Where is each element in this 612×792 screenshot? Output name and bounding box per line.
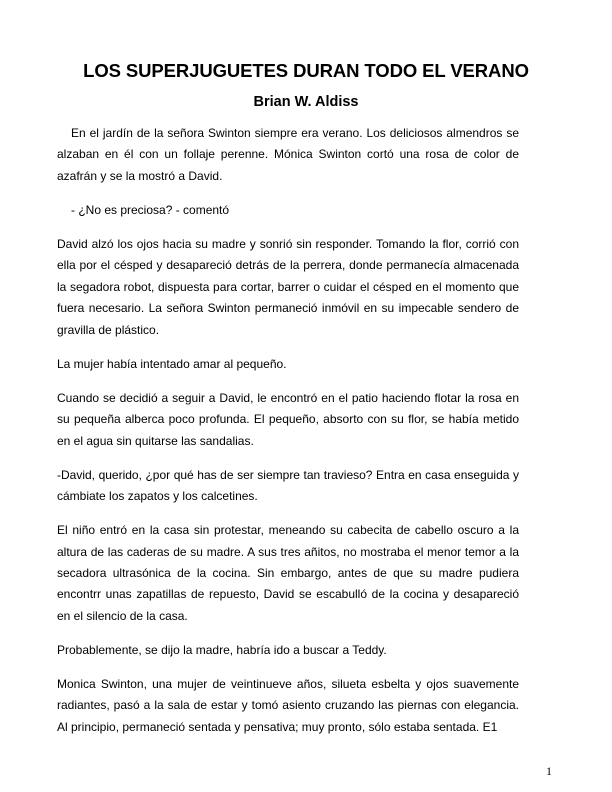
paragraph: El niño entró en la casa sin protestar, meneando su cabecita de cabello oscuro a la altura de las caderas de su madre. A sus tres añitos, no mostraba el menor temor a la secadora ultrasónica de la cocina. Sin embargo, antes de que su madre pudiera encontrr unas zapatillas de repuesto, David se escabulló de la cocina y desapareció en el silencio de la casa. bbox=[57, 523, 519, 623]
paragraph: La mujer había intentado amar al pequeño. bbox=[57, 356, 287, 371]
document-author: Brian W. Aldiss bbox=[253, 94, 359, 110]
document-body bbox=[57, 123, 519, 751]
document-title: LOS SUPERJUGUETES DURAN TODO EL VERANO bbox=[83, 60, 529, 81]
paragraph: Cuando se decidió a seguir a David, le encontró en el patio haciendo flotar la rosa en su pequeña alberca poco profunda. El pequeño, absorto con su flor, se había metido en el agua sin quitarse las sandalias. bbox=[57, 390, 519, 448]
paragraph: En el jardín de la señora Swinton siempre era verano. Los deliciosos almendros se alzaban en él con un follaje perenne. Mónica Swinton cortó una rosa de color de azafrán y se la mostró a David. bbox=[57, 126, 519, 183]
page-number: 1 bbox=[546, 764, 552, 778]
paragraph: Probablemente, se dijo la madre, habría ido a buscar a Teddy. bbox=[57, 642, 387, 657]
paragraph: - ¿No es preciosa? - comentó bbox=[71, 202, 230, 217]
paragraph: Monica Swinton, una mujer de veintinueve años, silueta esbelta y ojos suavemente radiantes, pasó a la sala de estar y tomó asiento cruzando las piernas con elegancia. Al principio, permaneció sentada y pensativa; muy pronto, sólo estaba sentada. E1 bbox=[57, 677, 519, 734]
paragraph: -David, querido, ¿por qué has de ser siempre tan travieso? Entra en casa enseguida y cámbiate los zapatos y los calcetines. bbox=[57, 467, 519, 504]
paragraph: David alzó los ojos hacia su madre y sonrió sin responder. Tomando la flor, corrió con ella por el césped y desapareció detrás de la perrera, donde permanecía almacenada la segadora robot, dispuesta para cortar, barrer o cuidar el césped en el momento que fuera necesario. La señora Swinton permaneció inmóvil en su impecable sendero de gravilla de plástico. bbox=[57, 237, 519, 337]
